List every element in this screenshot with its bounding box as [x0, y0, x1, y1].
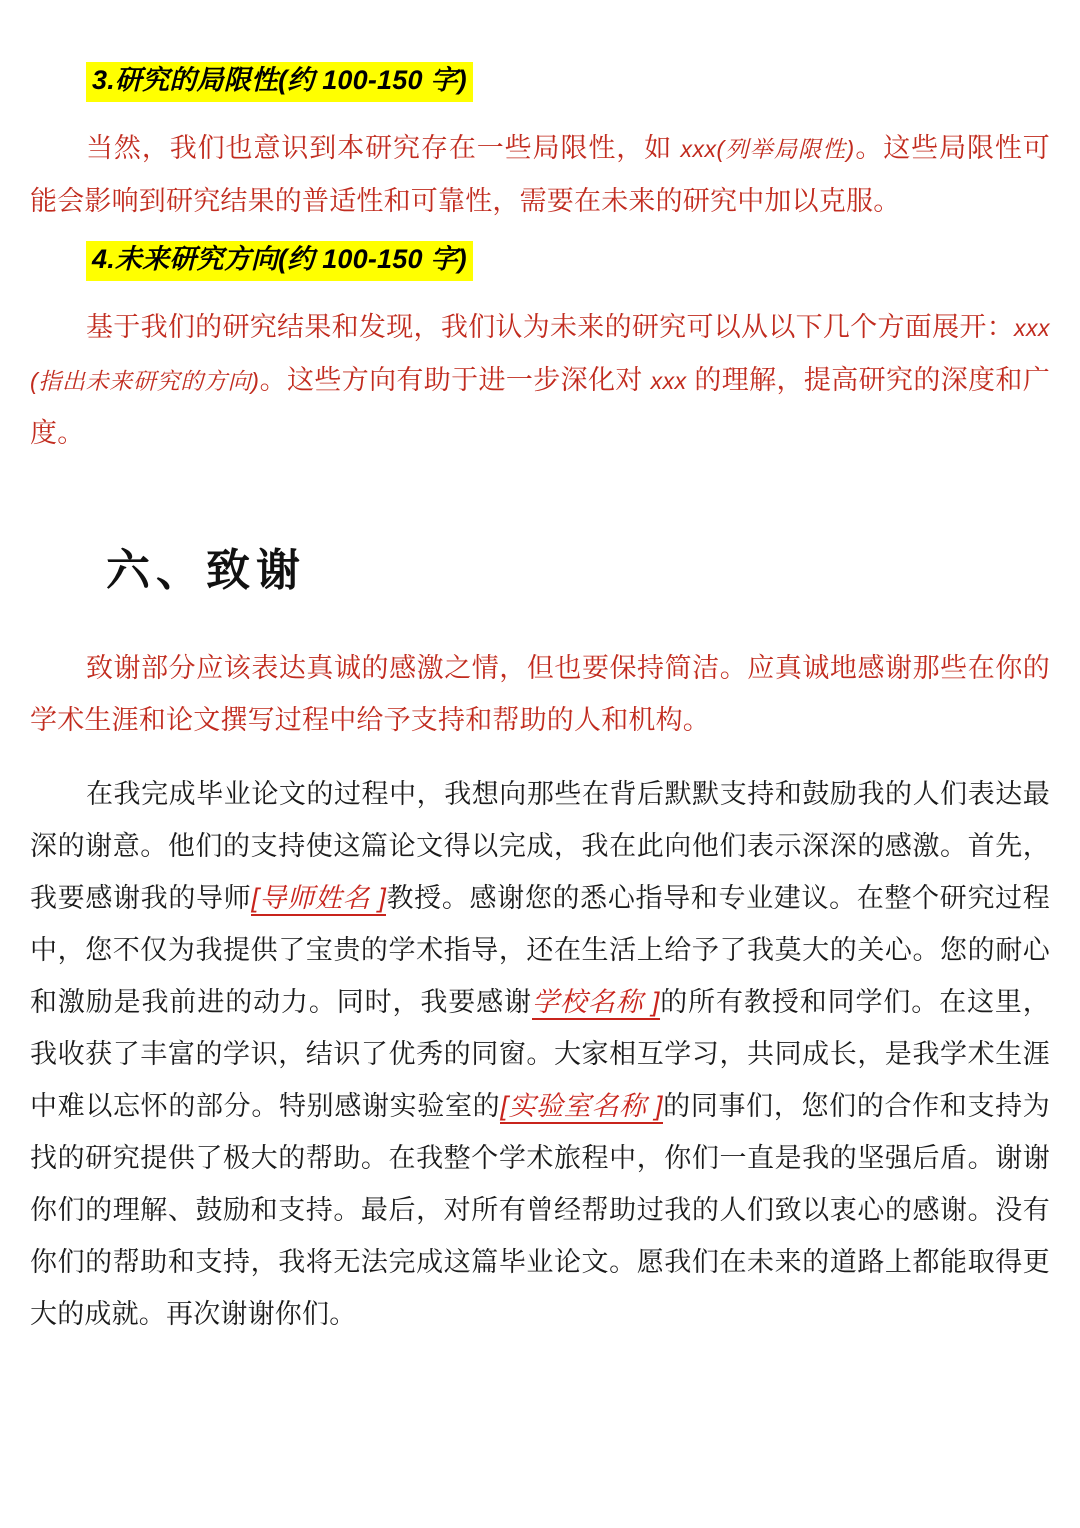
- spacer: [30, 102, 1050, 122]
- paragraph-future-placeholder-2: xxx: [650, 367, 687, 394]
- ack-body-part-4: 的同事们，您们的合作和支持为找的研究提供了极大的帮助。在我整个学术旅程中，你们一直是我的坚强后盾。谢谢你们的理解、鼓励和支持。最后，对所有曾经帮助过我的人们致以衷心的感谢。没有你们的帮助和支持，我将无法完成这篇毕业论文。愿我们在未来的道路上都能取得更大的成就。再次谢谢你们。: [30, 1090, 1050, 1329]
- paragraph-limitations-lead: 当然，我们也意识到本研究存在一些局限性，如: [86, 132, 681, 163]
- paragraph-limitations-placeholder: xxx(列举局限性): [680, 135, 855, 162]
- paragraph-acknowledgement-guidance: 致谢部分应该表达真诚的感激之情，但也要保持简洁。应真诚地感谢那些在你的学术生涯和论文撰写过程中给予支持和帮助的人和机构。: [30, 652, 1050, 735]
- section-heading-acknowledgements: 六、致谢: [106, 545, 306, 595]
- ack-body-part-1: 在我完成毕业论文的过程中，我想向那些在背后默默支持和鼓励我的人们表达最深的谢意。他们的支持使这篇论文得以完成，我在此向他们表示深深的感激。首先，我要感谢我的导师: [30, 778, 1050, 913]
- heading-future-directions: 4.未来研究方向(约 100-150 字): [86, 241, 473, 281]
- spacer: [30, 598, 1050, 642]
- field-advisor-name[interactable]: [导师姓名 ]: [251, 883, 386, 916]
- ack-body-part-3: 的所有教授和同学们。在这里，我收获了丰富的学识，结识了优秀的同窗。大家相互学习，共同成长，是我学术生涯中难以忘怀的部分。特别感谢实验室的: [30, 986, 1050, 1121]
- paragraph-future-mid: 。这些方向有助于进一步深化对: [259, 364, 651, 395]
- ack-body-part-2: 教授。感谢您的悉心指导和专业建议。在整个研究过程中，您不仅为我提供了宝贵的学术指导，还在生活上给予了我莫大的关心。您的耐心和激励是我前进的动力。同时，我要感谢: [30, 882, 1050, 1017]
- paragraph-future-lead: 基于我们的研究结果和发现，我们认为未来的研究可以从以下几个方面展开：: [86, 311, 1014, 342]
- field-lab-name[interactable]: [实验室名称 ]: [500, 1091, 662, 1124]
- paragraph-future-tail: 的理解，提高研究的深度和广度。: [30, 364, 1050, 448]
- heading-future-row: [30, 241, 1050, 281]
- spacer: [30, 227, 1050, 241]
- paragraph-limitations: [30, 122, 1050, 227]
- spacer: [30, 281, 1050, 301]
- spacer: [30, 459, 1050, 545]
- paragraph-limitations-tail: 。这些局限性可能会影响到研究结果的普适性和可靠性，需要在未来的研究中加以克服。: [30, 132, 1050, 216]
- paragraph-future-placeholder-1: xxx(指出未来研究的方向): [30, 314, 1050, 394]
- paragraph-acknowledgement-body: [30, 768, 1050, 1340]
- paragraph-future-directions: [30, 301, 1050, 459]
- field-school-name[interactable]: 学校名称 ]: [532, 987, 660, 1020]
- spacer: [30, 746, 1050, 768]
- heading-limitations-row: [30, 62, 1050, 102]
- heading-limitations: 3.研究的局限性(约 100-150 字): [86, 62, 473, 102]
